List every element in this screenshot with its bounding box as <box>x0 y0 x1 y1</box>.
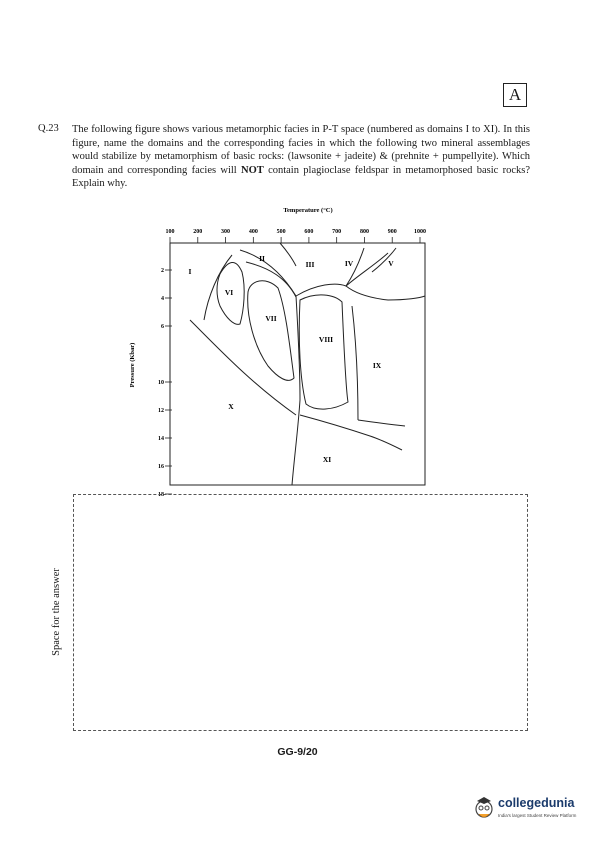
set-label: A <box>508 85 522 104</box>
x-tick-label: 800 <box>359 229 369 235</box>
x-tick-label: 700 <box>332 229 342 235</box>
y-tick-label: 10 <box>158 380 164 386</box>
brand-tagline: India's largest Student Review Platform <box>498 813 577 818</box>
domain-label-II: II <box>259 254 265 263</box>
boundary-VIII-IX-vertical <box>352 306 358 420</box>
question-text <box>72 123 530 191</box>
boundary-VII-loop <box>248 281 294 381</box>
y-axis-title: Pressure (Kbar) <box>129 342 136 388</box>
boundary-XI-curve <box>300 415 402 450</box>
domain-label-VII: VII <box>265 314 277 323</box>
brand-name: collegedunia <box>498 796 575 810</box>
domain-label-VIII: VIII <box>318 335 334 344</box>
domain-label-III: III <box>305 260 315 269</box>
boundary-III-IV-line <box>280 243 296 266</box>
set-label-box <box>503 83 527 107</box>
facies-diagram <box>120 200 450 498</box>
domain-label-V: V <box>388 259 394 268</box>
question-line-4: (lawsonite + jadeite) & (prehnite + pumpellyite). Which domain and corresponding facies will <box>72 151 530 176</box>
question-line-2: I to XI). In this figure, name the domains and the corresponding facies in which the following <box>72 124 531 149</box>
y-tick-label: 12 <box>158 408 164 414</box>
x-tick-label: 400 <box>248 229 258 235</box>
y-tick-label: 18 <box>158 492 164 498</box>
x-tick-label: 100 <box>165 229 175 235</box>
x-tick-label: 600 <box>304 229 314 235</box>
x-tick-label: 900 <box>387 229 397 235</box>
y-tick-label: 2 <box>161 268 164 274</box>
boundary-IX-curve <box>358 420 405 426</box>
x-ticks <box>166 229 427 243</box>
diagram-frame <box>170 243 425 485</box>
boundary-X-diagonal <box>190 320 296 415</box>
domain-label-VI: VI <box>224 288 234 297</box>
y-tick-label: 16 <box>158 464 164 470</box>
page-code: GG-9/20 <box>277 746 318 758</box>
domain-label-I: I <box>188 267 192 276</box>
y-tick-label: 6 <box>161 324 164 330</box>
answer-space[interactable] <box>73 494 528 731</box>
x-tick-label: 500 <box>276 229 286 235</box>
question-line-1: The following figure shows various metamorphic facies in P-T space (numbered as domains <box>72 124 463 135</box>
x-tick-label: 1000 <box>414 229 426 235</box>
boundary-right-branch <box>346 286 425 300</box>
answer-space-label: Space for the answer <box>51 568 62 656</box>
question-line-3: two mineral assemblages would stabilize by metamorphism of basic rocks: <box>72 137 530 162</box>
domain-label-IX: IX <box>372 361 382 370</box>
domain-label-XI: XI <box>322 455 332 464</box>
y-tick-label: 4 <box>161 296 164 302</box>
x-tick-label: 200 <box>193 229 203 235</box>
domain-label-IV: IV <box>344 259 354 268</box>
x-tick-label: 300 <box>221 229 231 235</box>
question-number: Q.23 <box>38 123 59 134</box>
x-axis-title: Temperature (°C) <box>283 207 333 214</box>
y-tick-label: 14 <box>158 436 164 442</box>
question-emphasis: NOT <box>241 164 264 176</box>
question-line-5: contain plagioclase feldspar in metamorphosed basic rocks? Explain why. <box>72 164 530 189</box>
collegedunia-logo-icon <box>472 793 496 823</box>
domain-label-X: X <box>228 402 234 411</box>
boundary-VIII-loop <box>299 295 348 409</box>
